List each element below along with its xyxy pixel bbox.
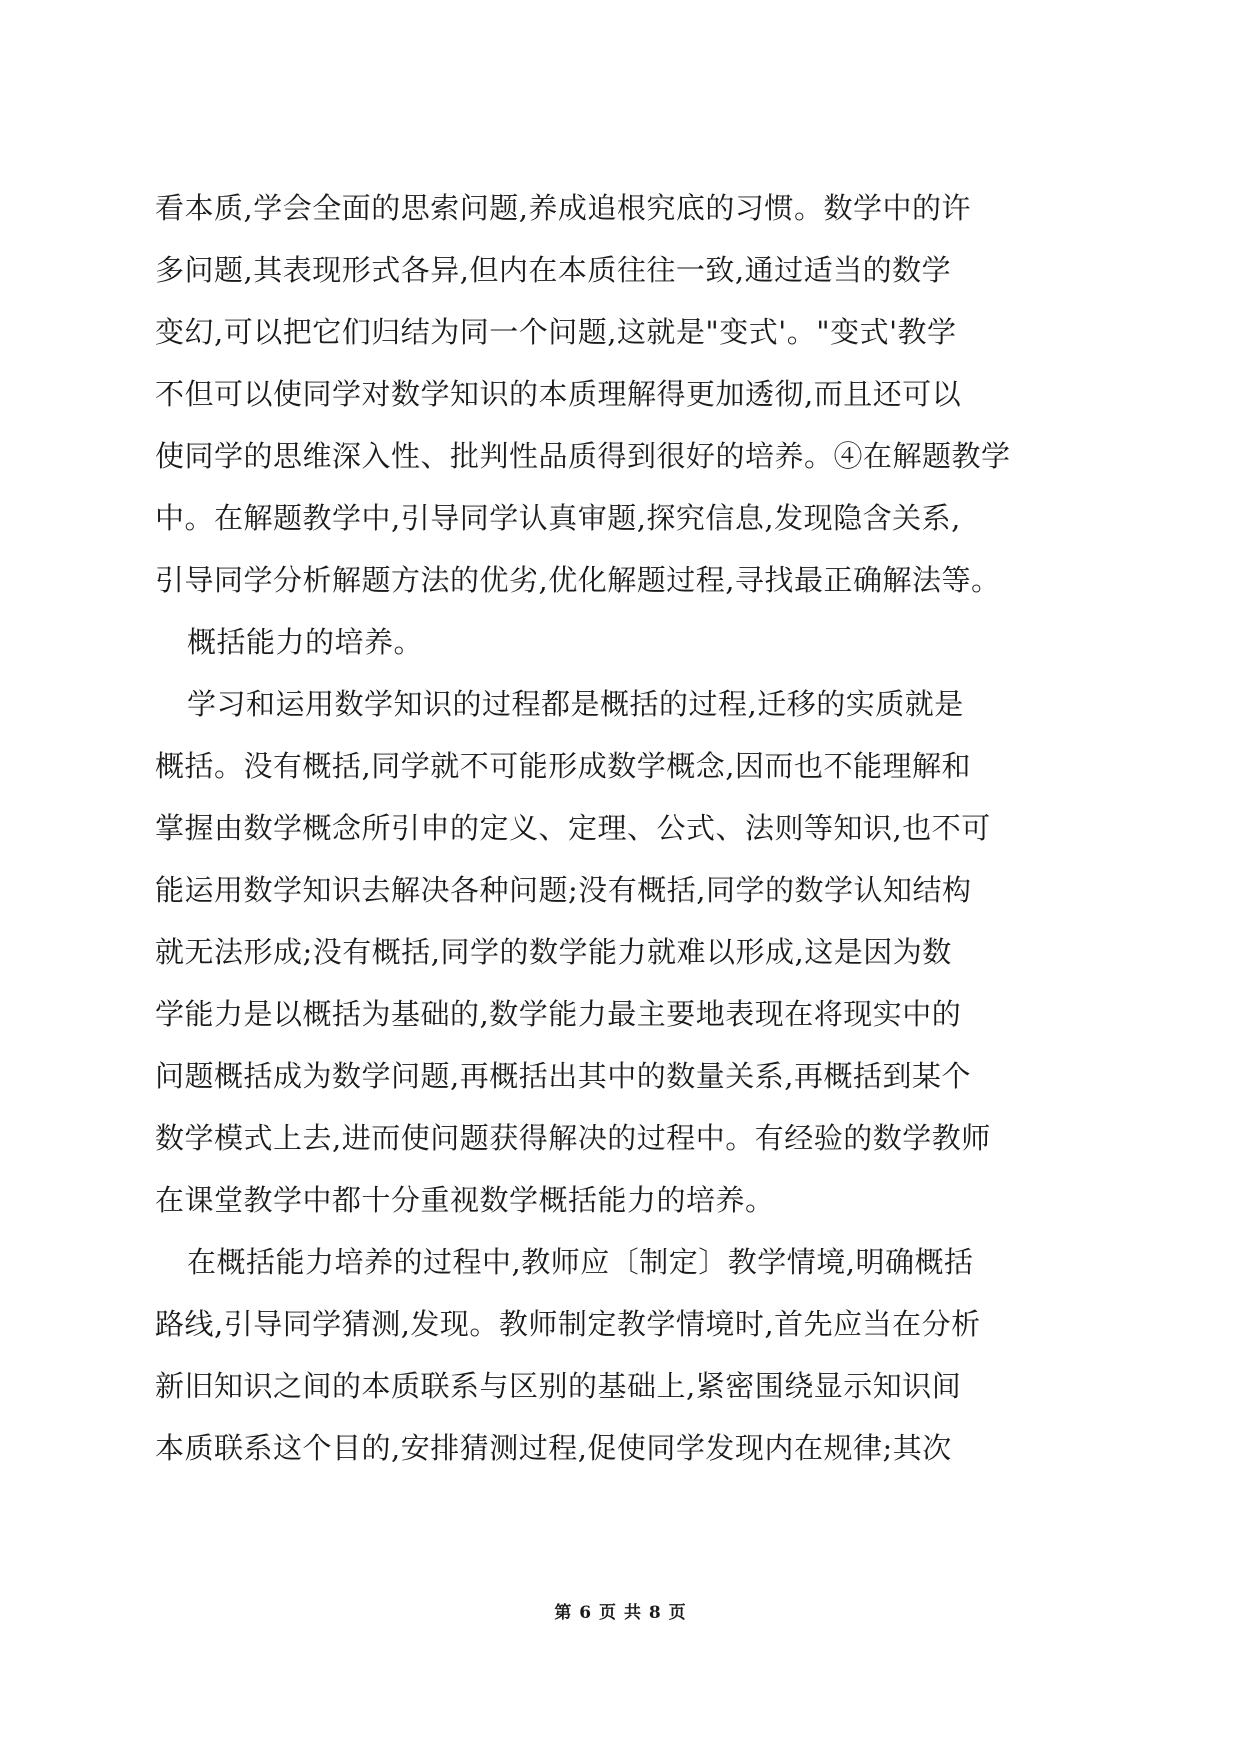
text-line: 多问题,其表现形式各异,但内在本质往往一致,通过适当的数学 [155, 253, 952, 287]
text-line: 看本质,学会全面的思索问题,养成追根究底的习惯。数学中的许 [155, 191, 971, 225]
text-line: 学能力是以概括为基础的,数学能力最主要地表现在将现实中的 [155, 997, 962, 1031]
text-line: 能运用数学知识去解决各种问题;没有概括,同学的数学认知结构 [155, 873, 972, 907]
text-line: 问题概括成为数学问题,再概括出其中的数量关系,再概括到某个 [155, 1059, 971, 1093]
text-line: 本质联系这个目的,安排猜测过程,促使同学发现内在规律;其次 [155, 1431, 952, 1465]
text-line: 在概括能力培养的过程中,教师应〔制定〕教学情境,明确概括 [187, 1245, 974, 1279]
text-line: 不但可以使同学对数学知识的本质理解得更加透彻,而且还可以 [155, 377, 962, 411]
text-line: 就无法形成;没有概括,同学的数学能力就难以形成,这是因为数 [155, 935, 952, 969]
text-line: 掌握由数学概念所引申的定义、定理、公式、法则等知识,也不可 [155, 811, 991, 845]
text-line: 中。在解题教学中,引导同学认真审题,探究信息,发现隐含关系, [155, 501, 961, 535]
text-line: 数学模式上去,进而使问题获得解决的过程中。有经验的数学教师 [155, 1121, 991, 1155]
text-line: 变幻,可以把它们归结为同一个问题,这就是"变式'。"变式'教学 [155, 315, 957, 349]
section-heading: 概括能力的培养。 [187, 625, 424, 659]
text-line: 使同学的思维深入性、批判性品质得到很好的培养。④在解题教学 [155, 439, 1011, 473]
text-line: 概括。没有概括,同学就不可能形成数学概念,因而也不能理解和 [155, 749, 971, 783]
text-line: 在课堂教学中都十分重视数学概括能力的培养。 [155, 1183, 775, 1217]
text-line: 路线,引导同学猜测,发现。教师制定教学情境时,首先应当在分析 [155, 1307, 981, 1341]
page-number-footer: 第 6 页 共 8 页 [554, 1603, 687, 1623]
text-line: 学习和运用数学知识的过程都是概括的过程,迁移的实质就是 [187, 687, 964, 721]
text-line: 新旧知识之间的本质联系与区别的基础上,紧密围绕显示知识间 [155, 1369, 962, 1403]
text-line: 引导同学分析解题方法的优劣,优化解题过程,寻找最正确解法等。 [155, 563, 1001, 597]
